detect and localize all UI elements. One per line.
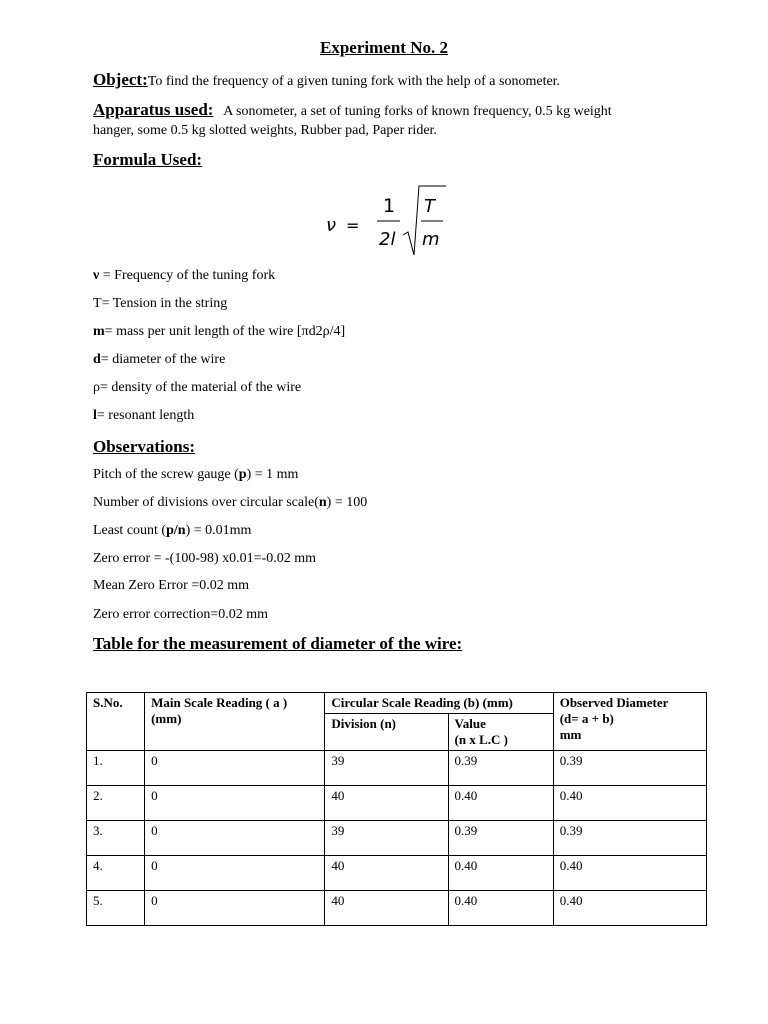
cell-diameter: 0.40 <box>553 891 706 926</box>
cell-value: 0.40 <box>448 891 553 926</box>
table-row <box>87 821 707 856</box>
definition-l: l= resonant length <box>93 408 195 423</box>
table-row <box>87 856 707 891</box>
cell-main-scale: 0 <box>145 821 325 856</box>
cell-main-scale: 0 <box>145 891 325 926</box>
cell-division: 40 <box>325 856 448 891</box>
formula-equals: = <box>346 216 360 235</box>
table-row <box>87 891 707 926</box>
page-title: Experiment No. 2 <box>320 38 448 57</box>
cell-value: 0.39 <box>448 821 553 856</box>
header-division: Division (n) <box>325 714 448 751</box>
formula-numerator: 1 <box>383 195 396 217</box>
header-main-scale: Main Scale Reading ( a ) (mm) <box>145 693 325 751</box>
zero-correction-line: Zero error correction=0.02 mm <box>93 607 269 622</box>
formula-lhs: ν <box>326 215 337 236</box>
table-row <box>87 751 707 786</box>
divisions-line: Number of divisions over circular scale(n) = 100 <box>93 495 368 510</box>
formula-root-denominator: m <box>422 229 440 250</box>
zero-error-line: Zero error = -(100-98) x0.01=-0.02 mm <box>93 551 317 566</box>
cell-sno: 1. <box>87 751 145 786</box>
cell-sno: 5. <box>87 891 145 926</box>
definition-m: m= mass per unit length of the wire [πd2ρ/4] <box>93 324 346 339</box>
cell-division: 40 <box>325 891 448 926</box>
definition-nu: ν = Frequency of the tuning fork <box>93 268 276 283</box>
header-value: Value (n x L.C ) <box>448 714 553 751</box>
least-count-line: Least count (p/n) = 0.01mm <box>93 523 252 538</box>
frequency-formula <box>326 185 486 260</box>
header-circular-scale: Circular Scale Reading (b) (mm) <box>325 693 553 714</box>
cell-division: 39 <box>325 751 448 786</box>
cell-diameter: 0.40 <box>553 856 706 891</box>
apparatus-text-line1: A sonometer, a set of tuning forks of known frequency, 0.5 kg weight <box>223 104 612 119</box>
mean-zero-error-line: Mean Zero Error =0.02 mm <box>93 578 250 593</box>
formula-heading: Formula Used: <box>93 150 203 169</box>
cell-sno: 3. <box>87 821 145 856</box>
cell-main-scale: 0 <box>145 786 325 821</box>
table-heading: Table for the measurement of diameter of the wire: <box>93 634 463 653</box>
cell-diameter: 0.39 <box>553 751 706 786</box>
pitch-line: Pitch of the screw gauge (p) = 1 mm <box>93 467 299 482</box>
object-label: Object: <box>93 70 148 89</box>
object-text: To find the frequency of a given tuning fork with the help of a sonometer. <box>147 74 561 89</box>
cell-diameter: 0.40 <box>553 786 706 821</box>
cell-sno: 2. <box>87 786 145 821</box>
cell-diameter: 0.39 <box>553 821 706 856</box>
cell-value: 0.39 <box>448 751 553 786</box>
cell-main-scale: 0 <box>145 856 325 891</box>
formula-root-numerator: T <box>424 196 435 217</box>
diameter-table <box>86 692 707 926</box>
object-line <box>93 70 560 90</box>
apparatus-text-line2: hanger, some 0.5 kg slotted weights, Rubber pad, Paper rider. <box>93 123 437 138</box>
definition-d: d= diameter of the wire <box>93 352 226 367</box>
apparatus-block <box>93 100 693 140</box>
cell-division: 39 <box>325 821 448 856</box>
definition-rho: ρ= density of the material of the wire <box>93 380 302 395</box>
header-observed-diameter: Observed Diameter (d= a + b) mm <box>553 693 706 751</box>
formula-denominator: 2l <box>379 229 396 250</box>
observations-heading: Observations: <box>93 437 195 456</box>
table-header-row <box>87 693 707 714</box>
cell-main-scale: 0 <box>145 751 325 786</box>
cell-value: 0.40 <box>448 786 553 821</box>
cell-sno: 4. <box>87 856 145 891</box>
definition-t: T= Tension in the string <box>93 296 228 311</box>
cell-division: 40 <box>325 786 448 821</box>
apparatus-label: Apparatus used: <box>93 100 214 119</box>
header-sno: S.No. <box>87 693 145 751</box>
cell-value: 0.40 <box>448 856 553 891</box>
table-row <box>87 786 707 821</box>
